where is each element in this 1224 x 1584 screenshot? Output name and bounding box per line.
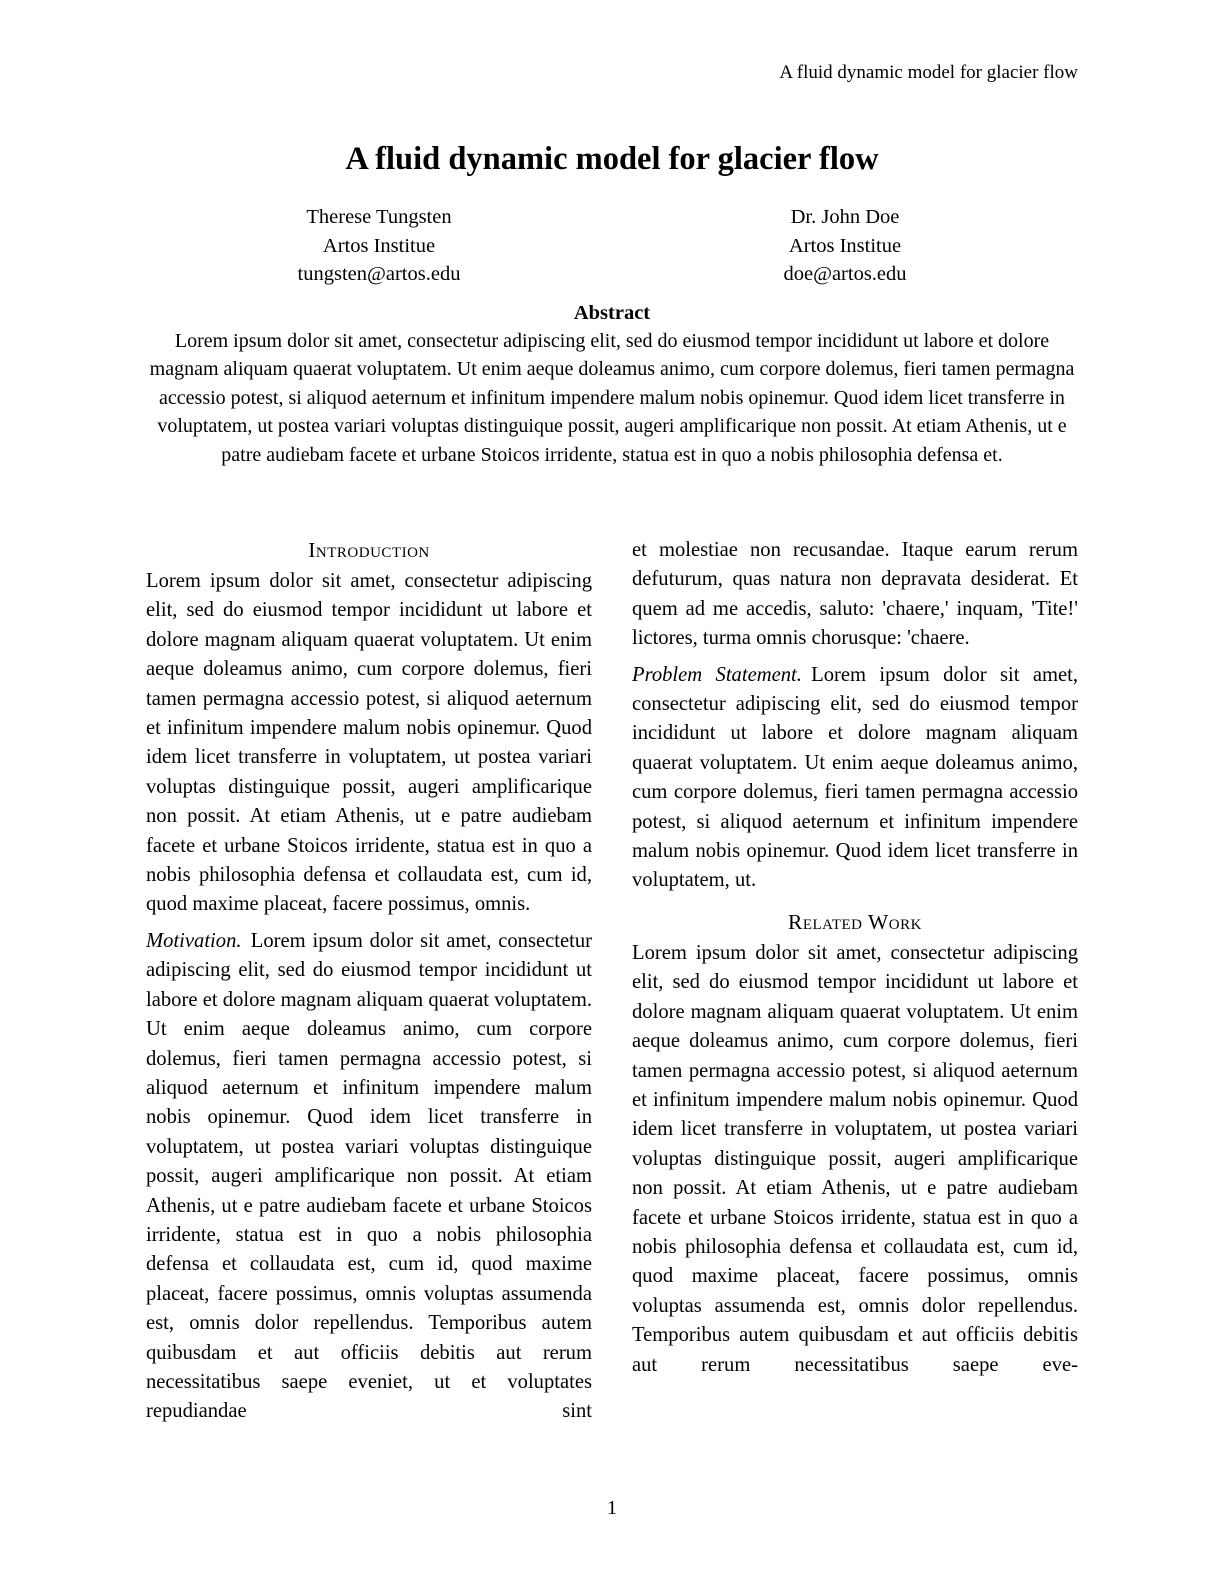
section-heading-related-work: Related Work [788, 909, 922, 934]
problem-statement-runin-heading: Problem Statement. [632, 663, 802, 686]
motivation-continuation-paragraph: et molestiae non recusandae. Itaque earum rerum defuturum, quas natura non depravata desiderat. Et quem ad me accedis, saluto: 'chaere,' inquam, 'Tite!' lictores, turma omnis chorusque: 'chaere. [632, 539, 1078, 650]
author-email: doe@artos.edu [783, 263, 907, 285]
problem-statement-paragraph [632, 661, 1078, 896]
running-head: A fluid dynamic model for glacier flow [779, 62, 1078, 83]
author-2 [612, 203, 1078, 289]
problem-statement-text: Lorem ipsum dolor sit amet, consectetur adipiscing elit, sed do eiusmod tempor incididunt ut labore et dolore magnam aliquam quaerat voluptatem. Ut enim aeque doleamus animo, cum corpore dolemus, fieri tamen permagna accessio potest, si aliquod aeternum et infinitum impendere malum nobis opinemur. Quod idem licet transferre in voluptatem, ut. [632, 663, 1078, 892]
author-email: tungsten@artos.edu [297, 263, 461, 285]
motivation-runin-heading: Motivation. [146, 929, 242, 952]
author-block [146, 203, 1078, 289]
motivation-paragraph [146, 927, 592, 1427]
motivation-text: Lorem ipsum dolor sit amet, consectetur adipiscing elit, sed do eiusmod tempor incididunt ut labore et dolore magnam aliquam quaerat voluptatem. Ut enim aeque doleamus animo, cum corpore dolemus, fieri tamen permagna accessio potest, si aliquod aeternum et infinitum impendere malum nobis opinemur. Quod idem licet transferre in voluptatem, ut postea variari voluptas distinguique possit, augeri amplificarique non possit. At etiam Athenis, ut e patre audiebam facete et urbane Stoicos irridente, statua est in quo a nobis philosophia defensa et collaudata est, cum id, quod maxime placeat, facere possimus, omnis voluptas assumenda est, omnis dolor repellendus. Temporibus autem quibusdam et aut officiis debitis aut rerum necessitatibus saepe eveniet, ut et voluptates repudiandae sint [146, 929, 592, 1423]
abstract-text: Lorem ipsum dolor sit amet, consectetur adipiscing elit, sed do eiusmod tempor incididunt ut labore et dolore magnam aliquam quaerat voluptatem. Ut enim aeque doleamus animo, cum corpore dolemus, fieri tamen permagna accessio potest, si aliquod aeternum et infinitum impendere malum nobis opinemur. Quod idem licet transferre in voluptatem, ut postea variari voluptas distinguique possit, augeri amplificarique non possit. At etiam Athenis, ut e patre audiebam facete et urbane Stoicos irridente, statua est in quo a nobis philosophia defensa et. [149, 330, 1075, 466]
page-number: 1 [607, 1497, 617, 1519]
abstract-heading: Abstract [573, 302, 651, 324]
page-title: A fluid dynamic model for glacier flow [345, 141, 879, 177]
right-column [632, 536, 1078, 1434]
section-heading-introduction: Introduction [308, 538, 430, 562]
author-affiliation: Artos Institue [788, 234, 902, 257]
left-column [146, 536, 592, 1434]
author-name: Therese Tungsten [306, 206, 452, 228]
related-work-paragraph: Lorem ipsum dolor sit amet, consectetur adipiscing elit, sed do eiusmod tempor incididunt ut labore et dolore magnam aliquam quaerat voluptatem. Ut enim aeque doleamus animo, cum corpore dolemus, fieri tamen permagna accessio potest, si aliquod aeternum et infinitum impendere malum nobis opinemur. Quod idem licet transferre in voluptatem, ut postea variari voluptas distinguique possit, augeri amplificarique non possit. At etiam Athenis, ut e patre audiebam facete et urbane Stoicos irridente, statua est in quo a nobis philosophia defensa et collaudata est, cum id, quod maxime placeat, facere possimus, omnis voluptas assumenda est, omnis dolor repellendus. Temporibus autem quibusdam et aut officiis debitis aut rerum necessitatibus saepe eve- [632, 941, 1078, 1376]
two-column-body [146, 536, 1078, 1434]
author-1 [146, 203, 612, 289]
author-affiliation: Artos Institue [322, 234, 436, 257]
author-name: Dr. John Doe [790, 206, 900, 228]
introduction-paragraph: Lorem ipsum dolor sit amet, consectetur adipiscing elit, sed do eiusmod tempor incididunt ut labore et dolore magnam aliquam quaerat voluptatem. Ut enim aeque doleamus animo, cum corpore dolemus, fieri tamen permagna accessio potest, si aliquod aeternum et infinitum impendere malum nobis opinemur. Quod idem licet transferre in voluptatem, ut postea variari voluptas distinguique possit, augeri amplificarique non possit. At etiam Athenis, ut e patre audiebam facete et urbane Stoicos irridente, statua est in quo a nobis philosophia defensa et collaudata est, cum id, quod maxime placeat, facere possimus, omnis. [146, 570, 592, 916]
